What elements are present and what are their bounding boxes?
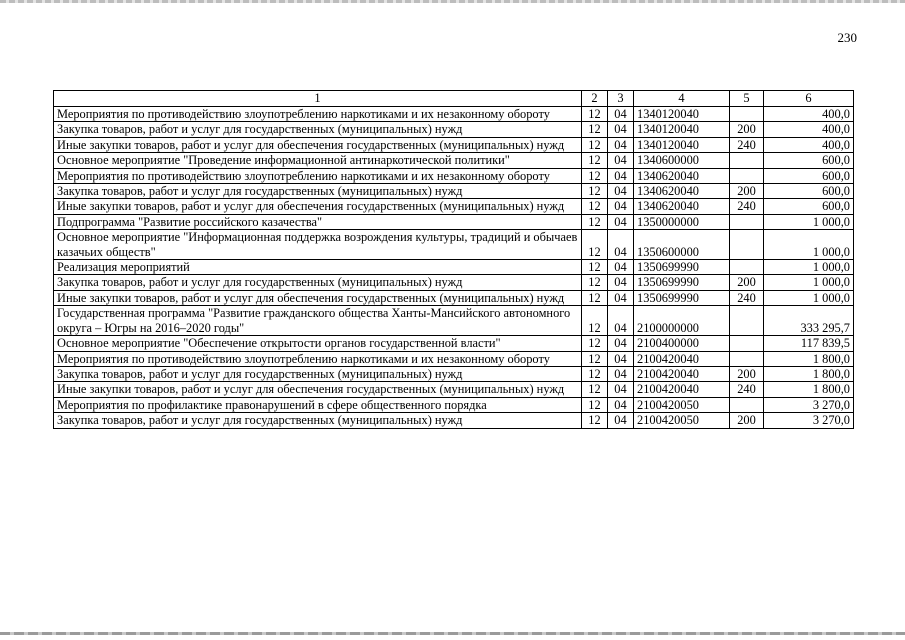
subsection-code-cell: 04 xyxy=(608,107,634,122)
amount-cell: 600,0 xyxy=(764,153,854,168)
table-row xyxy=(54,290,854,305)
section-code-cell: 12 xyxy=(582,137,608,152)
expense-type-cell: 240 xyxy=(730,199,764,214)
item-name-cell: Закупка товаров, работ и услуг для государственных (муниципальных) нужд xyxy=(54,275,582,290)
target-article-cell: 1350699990 xyxy=(634,275,730,290)
expense-type-cell xyxy=(730,214,764,229)
item-name-cell: Иные закупки товаров, работ и услуг для обеспечения государственных (муниципальных) нужд xyxy=(54,290,582,305)
section-code-cell: 12 xyxy=(582,230,608,260)
header-cell-3: 3 xyxy=(608,91,634,107)
target-article-cell: 2100400000 xyxy=(634,336,730,351)
header-cell-6: 6 xyxy=(764,91,854,107)
target-article-cell: 1340620040 xyxy=(634,184,730,199)
page-number: 230 xyxy=(837,30,857,45)
section-code-cell: 12 xyxy=(582,168,608,183)
amount-cell: 1 000,0 xyxy=(764,290,854,305)
section-code-cell: 12 xyxy=(582,382,608,397)
expense-type-cell: 240 xyxy=(730,137,764,152)
amount-cell: 1 000,0 xyxy=(764,275,854,290)
section-code-cell: 12 xyxy=(582,275,608,290)
table-row xyxy=(54,397,854,412)
amount-cell: 600,0 xyxy=(764,184,854,199)
amount-cell: 1 800,0 xyxy=(764,366,854,381)
target-article-cell: 1340600000 xyxy=(634,153,730,168)
section-code-cell: 12 xyxy=(582,290,608,305)
table-row xyxy=(54,230,854,260)
subsection-code-cell: 04 xyxy=(608,260,634,275)
subsection-code-cell: 04 xyxy=(608,137,634,152)
budget-table xyxy=(53,90,854,429)
expense-type-cell xyxy=(730,230,764,260)
expense-type-cell: 240 xyxy=(730,382,764,397)
expense-type-cell xyxy=(730,397,764,412)
expense-type-cell xyxy=(730,306,764,336)
target-article-cell: 1350699990 xyxy=(634,290,730,305)
item-name-cell: Основное мероприятие "Обеспечение открытости органов государственной власти" xyxy=(54,336,582,351)
expense-type-cell: 200 xyxy=(730,275,764,290)
target-article-cell: 1340120040 xyxy=(634,107,730,122)
target-article-cell: 1340120040 xyxy=(634,137,730,152)
section-code-cell: 12 xyxy=(582,336,608,351)
table-row xyxy=(54,137,854,152)
target-article-cell: 1350000000 xyxy=(634,214,730,229)
header-cell-4: 4 xyxy=(634,91,730,107)
item-name-cell: Иные закупки товаров, работ и услуг для обеспечения государственных (муниципальных) нужд xyxy=(54,137,582,152)
target-article-cell: 1340120040 xyxy=(634,122,730,137)
item-name-cell: Иные закупки товаров, работ и услуг для обеспечения государственных (муниципальных) нужд xyxy=(54,199,582,214)
subsection-code-cell: 04 xyxy=(608,413,634,428)
target-article-cell: 2100420040 xyxy=(634,382,730,397)
expense-type-cell: 200 xyxy=(730,184,764,199)
amount-cell: 1 800,0 xyxy=(764,382,854,397)
item-name-cell: Мероприятия по противодействию злоупотреблению наркотиками и их незаконному обороту xyxy=(54,107,582,122)
table-row xyxy=(54,107,854,122)
subsection-code-cell: 04 xyxy=(608,290,634,305)
item-name-cell: Подпрограмма "Развитие российского казачества" xyxy=(54,214,582,229)
scan-edge-bottom xyxy=(0,632,905,635)
table-row xyxy=(54,184,854,199)
section-code-cell: 12 xyxy=(582,122,608,137)
item-name-cell: Мероприятия по противодействию злоупотреблению наркотиками и их незаконному обороту xyxy=(54,168,582,183)
table-row xyxy=(54,336,854,351)
amount-cell: 3 270,0 xyxy=(764,397,854,412)
item-name-cell: Иные закупки товаров, работ и услуг для обеспечения государственных (муниципальных) нужд xyxy=(54,382,582,397)
section-code-cell: 12 xyxy=(582,366,608,381)
table-row xyxy=(54,382,854,397)
subsection-code-cell: 04 xyxy=(608,306,634,336)
section-code-cell: 12 xyxy=(582,107,608,122)
expense-type-cell: 240 xyxy=(730,290,764,305)
table-row xyxy=(54,306,854,336)
expense-type-cell xyxy=(730,168,764,183)
item-name-cell: Мероприятия по противодействию злоупотреблению наркотиками и их незаконному обороту xyxy=(54,351,582,366)
table-row xyxy=(54,275,854,290)
table-row xyxy=(54,260,854,275)
section-code-cell: 12 xyxy=(582,260,608,275)
target-article-cell: 2100420050 xyxy=(634,397,730,412)
expense-type-cell: 200 xyxy=(730,122,764,137)
subsection-code-cell: 04 xyxy=(608,122,634,137)
amount-cell: 1 000,0 xyxy=(764,260,854,275)
section-code-cell: 12 xyxy=(582,413,608,428)
subsection-code-cell: 04 xyxy=(608,366,634,381)
amount-cell: 400,0 xyxy=(764,107,854,122)
amount-cell: 600,0 xyxy=(764,168,854,183)
section-code-cell: 12 xyxy=(582,214,608,229)
subsection-code-cell: 04 xyxy=(608,214,634,229)
amount-cell: 1 000,0 xyxy=(764,214,854,229)
target-article-cell: 2100420040 xyxy=(634,366,730,381)
amount-cell: 1 800,0 xyxy=(764,351,854,366)
subsection-code-cell: 04 xyxy=(608,275,634,290)
table-row xyxy=(54,153,854,168)
section-code-cell: 12 xyxy=(582,184,608,199)
expense-type-cell xyxy=(730,153,764,168)
subsection-code-cell: 04 xyxy=(608,351,634,366)
target-article-cell: 1340620040 xyxy=(634,199,730,214)
target-article-cell: 2100420050 xyxy=(634,413,730,428)
target-article-cell: 1350600000 xyxy=(634,230,730,260)
table-row xyxy=(54,168,854,183)
header-cell-5: 5 xyxy=(730,91,764,107)
table-row xyxy=(54,351,854,366)
expense-type-cell: 200 xyxy=(730,413,764,428)
expense-type-cell xyxy=(730,107,764,122)
table-row xyxy=(54,366,854,381)
item-name-cell: Основное мероприятие "Проведение информационной антинаркотической политики" xyxy=(54,153,582,168)
subsection-code-cell: 04 xyxy=(608,184,634,199)
subsection-code-cell: 04 xyxy=(608,382,634,397)
amount-cell: 117 839,5 xyxy=(764,336,854,351)
section-code-cell: 12 xyxy=(582,306,608,336)
target-article-cell: 1350699990 xyxy=(634,260,730,275)
subsection-code-cell: 04 xyxy=(608,199,634,214)
item-name-cell: Государственная программа "Развитие гражданского общества Ханты-Мансийского автономного округа – Югры на 2016–2020 годы" xyxy=(54,306,582,336)
amount-cell: 3 270,0 xyxy=(764,413,854,428)
amount-cell: 400,0 xyxy=(764,137,854,152)
table-row xyxy=(54,413,854,428)
table-body xyxy=(54,107,854,429)
expense-type-cell xyxy=(730,351,764,366)
amount-cell: 400,0 xyxy=(764,122,854,137)
expense-type-cell xyxy=(730,260,764,275)
section-code-cell: 12 xyxy=(582,351,608,366)
header-cell-2: 2 xyxy=(582,91,608,107)
amount-cell: 1 000,0 xyxy=(764,230,854,260)
table-row xyxy=(54,122,854,137)
item-name-cell: Основное мероприятие "Информационная поддержка возрождения культуры, традиций и обычаев казачьих обществ" xyxy=(54,230,582,260)
table-row xyxy=(54,214,854,229)
item-name-cell: Закупка товаров, работ и услуг для государственных (муниципальных) нужд xyxy=(54,184,582,199)
item-name-cell: Закупка товаров, работ и услуг для государственных (муниципальных) нужд xyxy=(54,122,582,137)
item-name-cell: Реализация мероприятий xyxy=(54,260,582,275)
item-name-cell: Закупка товаров, работ и услуг для государственных (муниципальных) нужд xyxy=(54,366,582,381)
item-name-cell: Мероприятия по профилактике правонарушений в сфере общественного порядка xyxy=(54,397,582,412)
header-cell-1: 1 xyxy=(54,91,582,107)
expense-type-cell xyxy=(730,336,764,351)
subsection-code-cell: 04 xyxy=(608,230,634,260)
section-code-cell: 12 xyxy=(582,153,608,168)
section-code-cell: 12 xyxy=(582,199,608,214)
subsection-code-cell: 04 xyxy=(608,336,634,351)
subsection-code-cell: 04 xyxy=(608,397,634,412)
expense-type-cell: 200 xyxy=(730,366,764,381)
section-code-cell: 12 xyxy=(582,397,608,412)
amount-cell: 600,0 xyxy=(764,199,854,214)
subsection-code-cell: 04 xyxy=(608,153,634,168)
scan-edge-top xyxy=(0,0,905,3)
target-article-cell: 2100000000 xyxy=(634,306,730,336)
subsection-code-cell: 04 xyxy=(608,168,634,183)
target-article-cell: 2100420040 xyxy=(634,351,730,366)
target-article-cell: 1340620040 xyxy=(634,168,730,183)
amount-cell: 333 295,7 xyxy=(764,306,854,336)
table-row xyxy=(54,199,854,214)
table-header-row xyxy=(54,91,854,107)
item-name-cell: Закупка товаров, работ и услуг для государственных (муниципальных) нужд xyxy=(54,413,582,428)
